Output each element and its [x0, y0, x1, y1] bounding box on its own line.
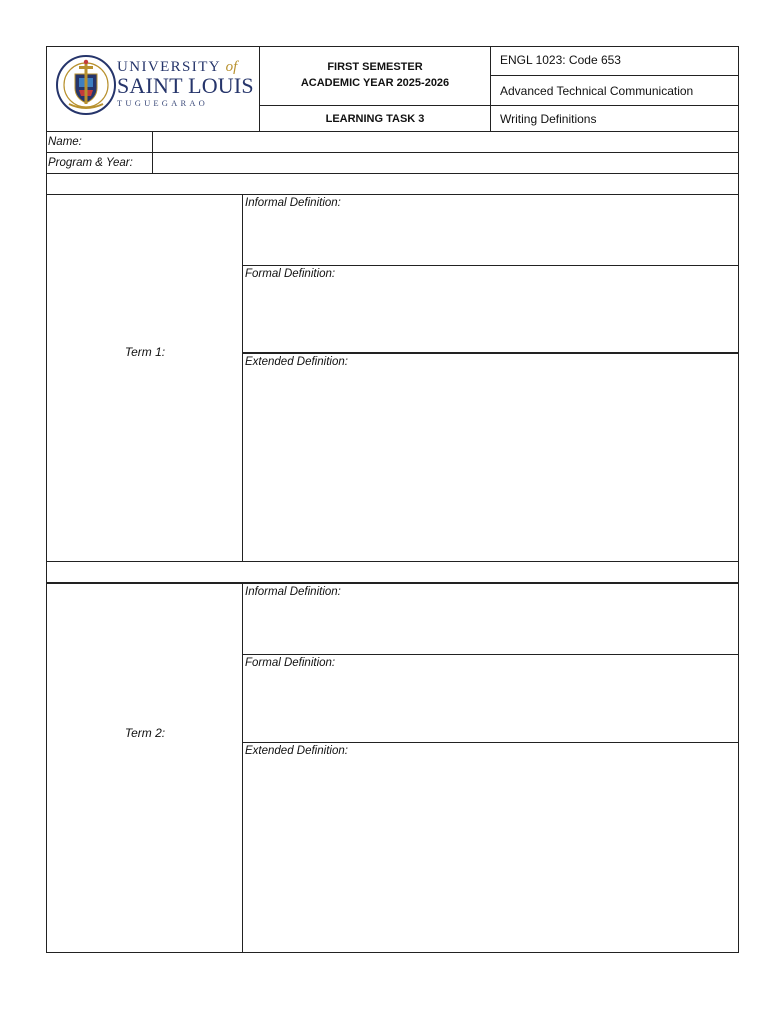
program-year-label: Program & Year: — [47, 153, 153, 173]
course-code: ENGL 1023: Code 653 — [491, 47, 739, 76]
name-row — [46, 132, 739, 153]
program-year-field[interactable] — [153, 153, 738, 173]
term-1-informal-definition[interactable] — [243, 195, 738, 266]
term-1-block — [46, 194, 739, 562]
semester-cell — [260, 47, 491, 106]
term-1-label: Term 1: — [124, 345, 166, 359]
formal-definition-label: Formal Definition: — [245, 657, 336, 669]
logo-tuguegarao-text: TUGUEGARAO — [117, 98, 209, 108]
course-title: Advanced Technical Communication — [491, 76, 739, 106]
term-2-block — [46, 583, 739, 953]
program-year-row — [46, 153, 739, 174]
logo-saint-louis-text: SAINT LOUIS — [117, 73, 254, 98]
logo-university-text: UNIVERSITY — [117, 59, 221, 75]
learning-task-title: LEARNING TASK 3 — [260, 106, 491, 132]
logo-of-text: of — [225, 59, 238, 75]
name-field[interactable] — [153, 132, 738, 152]
spacer-row — [46, 562, 739, 584]
semester-text: FIRST SEMESTER — [327, 61, 423, 73]
term-2-formal-definition[interactable] — [243, 655, 738, 743]
extended-definition-label: Extended Definition: — [245, 745, 348, 757]
task-topic: Writing Definitions — [500, 112, 597, 126]
term-1-field[interactable] — [47, 195, 243, 561]
term-2-informal-definition[interactable] — [243, 584, 738, 655]
document-header — [46, 46, 739, 132]
academic-year-text: ACADEMIC YEAR 2025-2026 — [300, 77, 450, 89]
term-1-formal-definition[interactable] — [243, 266, 738, 354]
spacer-row — [46, 174, 739, 195]
university-seal-icon — [55, 54, 117, 116]
name-label: Name: — [47, 132, 153, 152]
term-2-label: Term 2: — [124, 726, 166, 740]
informal-definition-label: Informal Definition: — [245, 586, 341, 598]
term-1-extended-definition[interactable] — [243, 354, 738, 561]
term-2-extended-definition[interactable] — [243, 743, 738, 951]
formal-definition-label: Formal Definition: — [245, 268, 336, 280]
informal-definition-label: Informal Definition: — [245, 197, 341, 209]
university-logo — [47, 47, 260, 132]
term-2-field[interactable] — [47, 583, 243, 952]
extended-definition-label: Extended Definition: — [245, 356, 348, 368]
